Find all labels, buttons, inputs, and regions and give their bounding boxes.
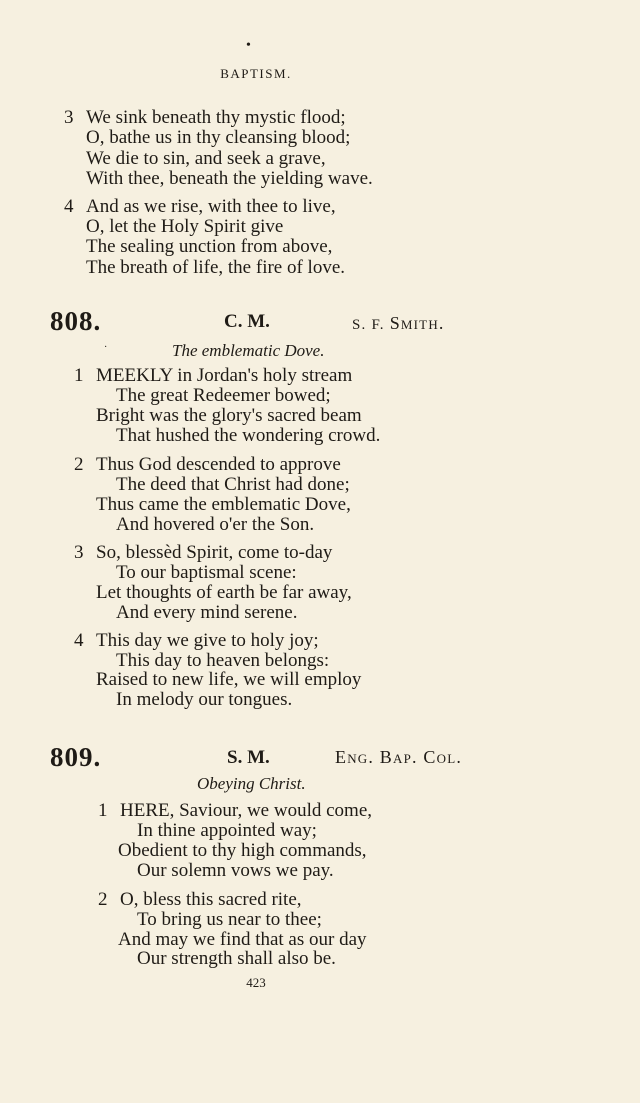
verse-line: 1 HERE, Saviour, we would come, bbox=[98, 800, 373, 821]
verse-line: Our strength shall also be. bbox=[137, 948, 336, 969]
verse-number: 2 bbox=[98, 889, 108, 910]
verse-line: This day to heaven belongs: bbox=[116, 650, 330, 671]
verse-line: And every mind serene. bbox=[116, 602, 298, 623]
verse-line: 2 Thus God descended to approve bbox=[74, 454, 341, 475]
verse-line: Let thoughts of earth be far away, bbox=[96, 582, 352, 603]
hymn-subtitle: The emblematic Dove. bbox=[172, 341, 325, 360]
verse-line: 1 MEEKLY in Jordan's holy stream bbox=[74, 365, 353, 386]
verse-line: 2 O, bless this sacred rite, bbox=[98, 889, 302, 910]
verse-line: The breath of life, the fire of love. bbox=[86, 257, 346, 278]
verse-line: Bright was the glory's sacred beam bbox=[96, 405, 362, 426]
hymn-author: Eng. Bap. Col. bbox=[335, 747, 463, 767]
verse-line: The deed that Christ had done; bbox=[116, 474, 350, 495]
verse-number: 1 bbox=[98, 800, 108, 821]
verse-line: 3 So, blessèd Spirit, come to-day bbox=[74, 542, 333, 563]
verse-line: O, bathe us in thy cleansing blood; bbox=[86, 127, 351, 148]
verse-number: 1 bbox=[74, 365, 84, 386]
verse-number: 4 bbox=[64, 196, 74, 217]
hymn-subtitle: Obeying Christ. bbox=[197, 774, 306, 793]
hymn-author: S. F. Smith. bbox=[352, 313, 445, 333]
verse-number: 3 bbox=[64, 107, 74, 128]
verse-line: With thee, beneath the yielding wave. bbox=[86, 168, 373, 189]
margin-mark: · bbox=[104, 342, 108, 353]
verse-line: Obedient to thy high commands, bbox=[118, 840, 367, 861]
verse-line: To bring us near to thee; bbox=[137, 909, 322, 930]
running-head: BAPTISM. bbox=[220, 66, 292, 81]
hymn-number: 809. bbox=[50, 742, 102, 772]
verse-number: 3 bbox=[74, 542, 84, 563]
verse-line: In melody our tongues. bbox=[116, 689, 293, 710]
verse-number: 2 bbox=[74, 454, 84, 475]
page-number: 423 bbox=[246, 975, 266, 990]
hymn-meter: C. M. bbox=[224, 311, 270, 332]
verse-line: And may we find that as our day bbox=[118, 929, 367, 950]
verse-line: 4 And as we rise, with thee to live, bbox=[64, 196, 336, 217]
verse-line: 3 We sink beneath thy mystic flood; bbox=[64, 107, 346, 128]
verse-line: To our baptismal scene: bbox=[116, 562, 297, 583]
verse-line: In thine appointed way; bbox=[137, 820, 317, 841]
verse-line: O, let the Holy Spirit give bbox=[86, 216, 284, 237]
verse-line: And hovered o'er the Son. bbox=[116, 514, 315, 535]
verse-line: That hushed the wondering crowd. bbox=[116, 425, 381, 446]
verse-line: We die to sin, and seek a grave, bbox=[86, 148, 326, 169]
verse-line: Our solemn vows we pay. bbox=[137, 860, 334, 881]
verse-number: 4 bbox=[74, 630, 84, 651]
hymn-meter: S. M. bbox=[227, 747, 270, 768]
hymn-number: 808. bbox=[50, 306, 102, 336]
verse-line: The great Redeemer bowed; bbox=[116, 385, 331, 406]
verse-line: The sealing unction from above, bbox=[86, 236, 333, 257]
verse-line: Thus came the emblematic Dove, bbox=[96, 494, 351, 515]
verse-line: Raised to new life, we will employ bbox=[96, 669, 362, 690]
printer-mark: • bbox=[246, 38, 251, 53]
verse-line: 4 This day we give to holy joy; bbox=[74, 630, 319, 651]
